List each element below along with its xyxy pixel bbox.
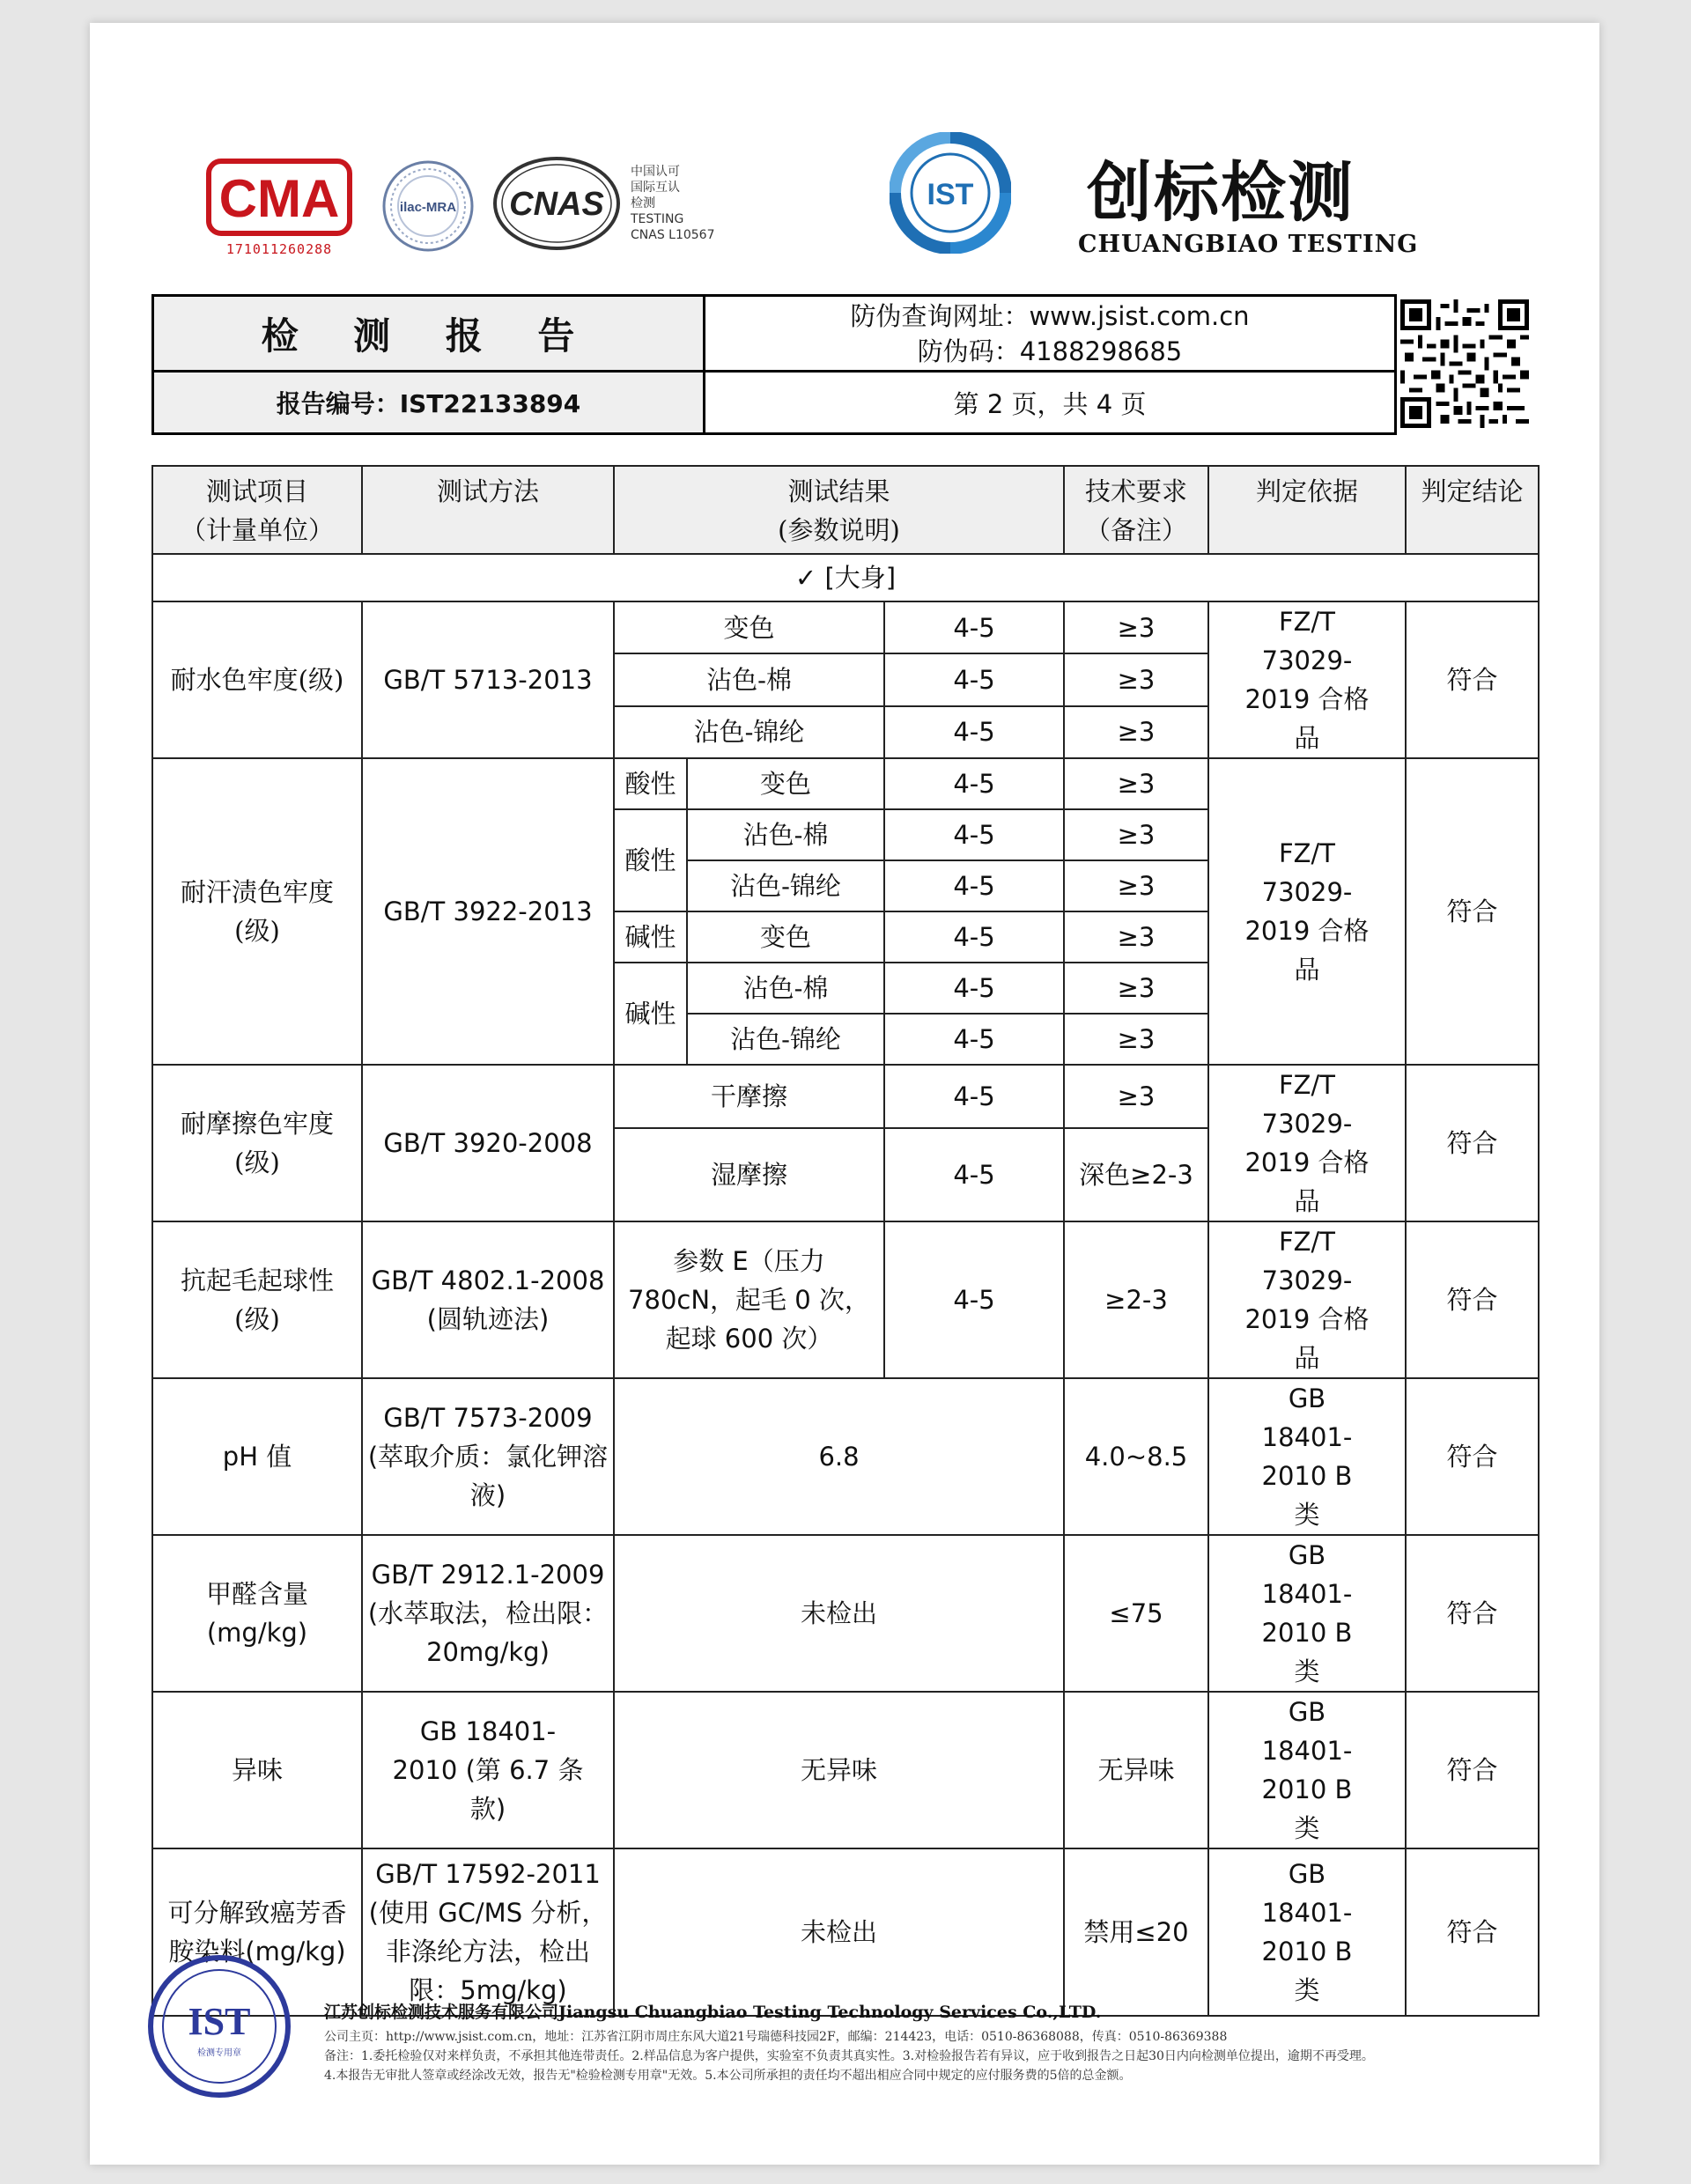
value-cell: 4-5 — [884, 706, 1064, 758]
table-row — [152, 1692, 1539, 1848]
requirement-cell: 无异味 — [1064, 1692, 1208, 1848]
table-row — [152, 1378, 1539, 1535]
result-cell: 未检出 — [614, 1848, 1064, 2016]
item-cell: 异味 — [152, 1692, 362, 1848]
item-cell: pH 值 — [152, 1378, 362, 1535]
method-cell: GB/T 3922-2013 — [362, 758, 614, 1065]
basis-cell: GB 18401-2010 B 类 — [1208, 1848, 1406, 2016]
basis-cell: FZ/T 73029-2019 合格品 — [1208, 1221, 1406, 1378]
requirement-cell: ≥2-3 — [1064, 1221, 1208, 1378]
sub-item-cell: 沾色-棉 — [687, 809, 884, 860]
company-title-en: CHUANGBIAO TESTING — [1078, 231, 1419, 258]
value-cell: 4-5 — [884, 1221, 1064, 1378]
value-cell: 4-5 — [884, 809, 1064, 860]
sub-item-cell: 沾色-锦纶 — [687, 860, 884, 911]
page-info: 第 2 页，共 4 页 — [953, 388, 1147, 419]
cnas-caption: 中国认可 国际互认 检测 TESTING CNAS L10567 — [631, 165, 715, 242]
alkali-label-cell: 碱性 — [614, 963, 687, 1065]
basis-cell: FZ/T 73029-2019 合格品 — [1208, 1065, 1406, 1221]
conclusion-cell: 符合 — [1406, 1378, 1539, 1535]
cma-logo — [206, 159, 352, 236]
svg-text:IST: IST — [927, 178, 974, 211]
requirement-cell: ≥3 — [1064, 601, 1208, 653]
verify-url[interactable]: 防伪查询网址：www.jsist.com.cn — [850, 300, 1250, 331]
sub-item-cell: 变色 — [687, 911, 884, 963]
requirement-cell: ≥3 — [1064, 1065, 1208, 1128]
requirement-cell: 4.0~8.5 — [1064, 1378, 1208, 1535]
method-cell: GB/T 3920-2008 — [362, 1065, 614, 1221]
item-cell: 可分解致癌芳香胺染料(mg/kg) — [152, 1848, 362, 2016]
method-cell: GB/T 7573-2009 (萃取介质：氯化钾溶液) — [362, 1378, 614, 1535]
requirement-cell: ≥3 — [1064, 706, 1208, 758]
conclusion-cell: 符合 — [1406, 1221, 1539, 1378]
sub-item-cell: 沾色-锦纶 — [687, 1014, 884, 1065]
section-label: ✓ [大身] — [152, 554, 1539, 601]
table-row — [152, 1065, 1539, 1128]
footer-note-2: 4.本报告无审批人签章或经涂改无效，报告无"检验检测专用章"无效。5.本公司所承担的责任均不超出相应合同中规定的应付服务费的5倍的总金额。 — [324, 2069, 1132, 2083]
acid-label-cell: 酸性 — [614, 758, 687, 809]
section-row — [152, 554, 1539, 601]
sub-item-cell: 沾色-棉 — [687, 963, 884, 1014]
cnas-logo — [493, 157, 620, 250]
item-cell: 耐水色牢度(级) — [152, 601, 362, 758]
col-header-result: 测试结果 (参数说明) — [614, 466, 1064, 554]
result-cell: 6.8 — [614, 1378, 1064, 1535]
requirement-cell: ≥3 — [1064, 653, 1208, 705]
basis-cell: FZ/T 73029-2019 合格品 — [1208, 758, 1406, 1065]
value-cell: 4-5 — [884, 1014, 1064, 1065]
table-row — [152, 1221, 1539, 1378]
table-header-row — [152, 466, 1539, 554]
item-cell: 甲醛含量 (mg/kg) — [152, 1535, 362, 1692]
footer-contact: 公司主页：http://www.jsist.com.cn，地址：江苏省江阴市周庄东风大道21号瑞德科技园2F，邮编：214423，电话：0510-86368088，传真：0510-86369388 — [324, 2030, 1228, 2044]
company-title-cn: 创标检测 — [1087, 155, 1355, 231]
table-row — [152, 1848, 1539, 2016]
method-cell: GB 18401-2010 (第 6.7 条款) — [362, 1692, 614, 1848]
report-header — [151, 294, 1397, 435]
result-cell: 未检出 — [614, 1535, 1064, 1692]
sub-item-cell: 沾色-棉 — [614, 653, 884, 705]
table-row — [152, 1535, 1539, 1692]
value-cell: 4-5 — [884, 911, 1064, 963]
qr-code-icon[interactable] — [1400, 299, 1529, 428]
sub-item-cell: 变色 — [614, 601, 884, 653]
value-cell: 4-5 — [884, 860, 1064, 911]
col-header-item: 测试项目 （计量单位） — [152, 466, 362, 554]
conclusion-cell: 符合 — [1406, 601, 1539, 758]
sub-item-cell: 沾色-锦纶 — [614, 706, 884, 758]
basis-cell: GB 18401-2010 B 类 — [1208, 1692, 1406, 1848]
basis-cell: FZ/T 73029-2019 合格品 — [1208, 601, 1406, 758]
verify-code: 防伪码：4188298685 — [917, 336, 1183, 366]
conclusion-cell: 符合 — [1406, 1692, 1539, 1848]
report-title: 检 测 报 告 — [154, 297, 705, 373]
requirement-cell: ≥3 — [1064, 809, 1208, 860]
svg-text:ilac-MRA: ilac-MRA — [399, 200, 457, 215]
value-cell: 4-5 — [884, 758, 1064, 809]
requirement-cell: ≥3 — [1064, 860, 1208, 911]
value-cell: 4-5 — [884, 1128, 1064, 1221]
col-header-requirement: 技术要求 （备注） — [1064, 466, 1208, 554]
sub-item-cell: 干摩擦 — [614, 1065, 884, 1128]
requirement-cell: ≥3 — [1064, 963, 1208, 1014]
footer-note-1: 备注：1.委托检验仅对来样负责，不承担其他连带责任。2.样品信息为客户提供，实验室不负责其真实性。3.对检验报告若有异议，应于收到报告之日起30日内向检测单位提出，逾期不再受理。 — [324, 2049, 1374, 2063]
value-cell: 4-5 — [884, 1065, 1064, 1128]
table-row — [152, 601, 1539, 653]
col-header-conclusion: 判定结论 — [1406, 466, 1539, 554]
item-cell: 耐摩擦色牢度(级) — [152, 1065, 362, 1221]
alkali-label-cell: 碱性 — [614, 911, 687, 963]
requirement-cell: ≥3 — [1064, 758, 1208, 809]
requirement-cell: 禁用≤20 — [1064, 1848, 1208, 2016]
ist-logo — [890, 132, 1011, 254]
method-cell: GB/T 17592-2011 (使用 GC/MS 分析，非涤纶方法，检出限：5mg/kg) — [362, 1848, 614, 2016]
basis-cell: GB 18401-2010 B 类 — [1208, 1535, 1406, 1692]
conclusion-cell: 符合 — [1406, 1535, 1539, 1692]
item-cell: 耐汗渍色牢度(级) — [152, 758, 362, 1065]
cma-number: 171011260288 — [225, 241, 333, 257]
footer-company: 江苏创标检测技术服务有限公司Jiangsu Chuangbiao Testing Technology Services Co.,LTD. — [324, 2003, 1102, 2022]
col-header-method: 测试方法 — [362, 466, 614, 554]
requirement-cell: ≥3 — [1064, 1014, 1208, 1065]
report-number: 报告编号：IST22133894 — [154, 373, 705, 432]
requirement-cell: ≤75 — [1064, 1535, 1208, 1692]
requirement-cell: 深色≥2-3 — [1064, 1128, 1208, 1221]
svg-text:CMA: CMA — [218, 169, 340, 228]
ist-stamp-icon — [146, 1953, 292, 2099]
item-cell: 抗起毛起球性(级) — [152, 1221, 362, 1378]
svg-text:CNAS: CNAS — [509, 186, 604, 223]
verify-info — [705, 297, 1394, 373]
result-cell: 无异味 — [614, 1692, 1064, 1848]
value-cell: 4-5 — [884, 601, 1064, 653]
col-header-basis: 判定依据 — [1208, 466, 1406, 554]
svg-text:IST: IST — [188, 2000, 251, 2043]
svg-text:检测专用章: 检测专用章 — [197, 2048, 241, 2058]
test-results-table — [151, 465, 1540, 2017]
conclusion-cell: 符合 — [1406, 1065, 1539, 1221]
method-cell: GB/T 2912.1-2009 (水萃取法，检出限：20mg/kg) — [362, 1535, 614, 1692]
requirement-cell: ≥3 — [1064, 911, 1208, 963]
conclusion-cell: 符合 — [1406, 758, 1539, 1065]
ilac-mra-logo — [380, 159, 476, 254]
parameter-cell: 参数 E（压力 780cN，起毛 0 次，起球 600 次） — [614, 1221, 884, 1378]
method-cell: GB/T 5713-2013 — [362, 601, 614, 758]
basis-cell: GB 18401-2010 B 类 — [1208, 1378, 1406, 1535]
table-row — [152, 758, 1539, 809]
conclusion-cell: 符合 — [1406, 1848, 1539, 2016]
acid-label-cell: 酸性 — [614, 809, 687, 911]
value-cell: 4-5 — [884, 653, 1064, 705]
value-cell: 4-5 — [884, 963, 1064, 1014]
sub-item-cell: 变色 — [687, 758, 884, 809]
method-cell: GB/T 4802.1-2008 (圆轨迹法) — [362, 1221, 614, 1378]
sub-item-cell: 湿摩擦 — [614, 1128, 884, 1221]
